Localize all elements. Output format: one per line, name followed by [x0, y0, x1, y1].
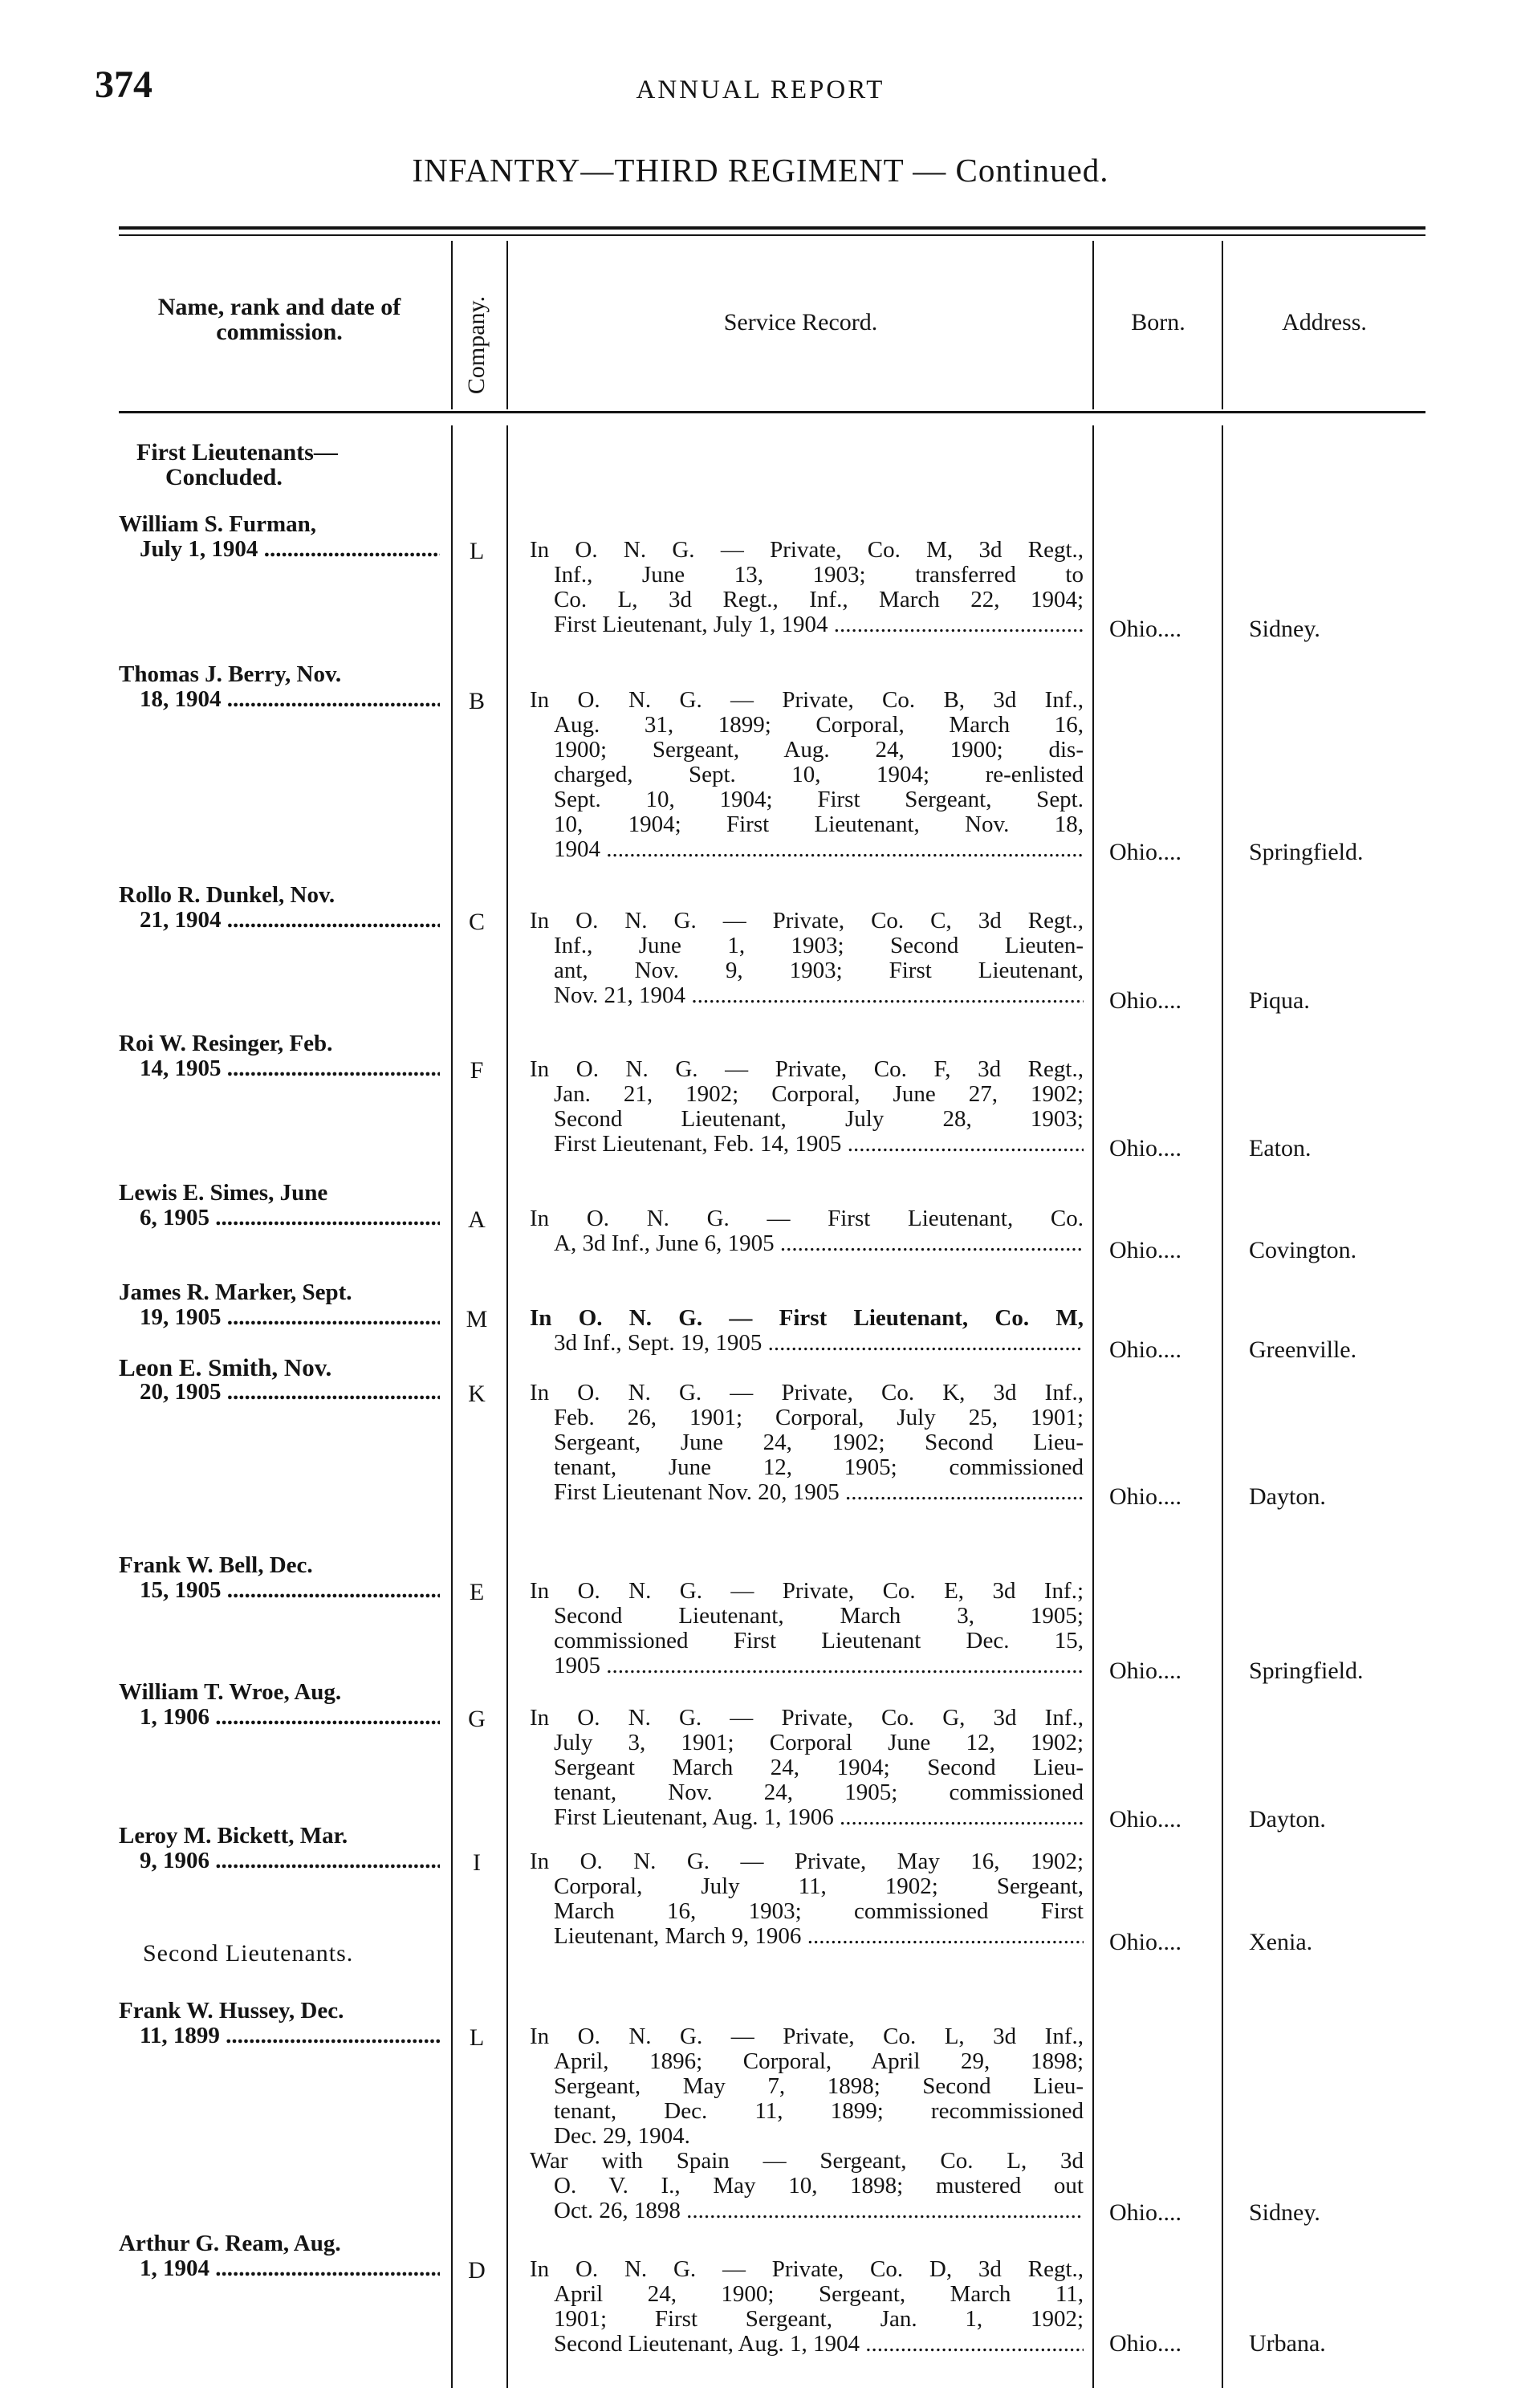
record-line: commissioned First Lieutenant Dec. 15,: [554, 1628, 1084, 1653]
header-bottom-rule: [119, 411, 1425, 413]
record-line: 1900; Sergeant, Aug. 24, 1900; dis-: [554, 737, 1084, 763]
name-line-1: Thomas J. Berry, Nov.: [119, 661, 342, 687]
name-line-1: Frank W. Bell, Dec.: [119, 1552, 313, 1578]
record-line: In O. N. G. — Private, Co. L, 3d Inf.,: [530, 2024, 1084, 2049]
born-place: Ohio....: [1109, 1237, 1181, 1263]
company-letter: G: [468, 1706, 486, 1732]
officer-name: [119, 662, 440, 712]
company-letter: L: [469, 2024, 485, 2051]
record-line: O. V. I., May 10, 1898; mustered out: [554, 2173, 1084, 2199]
address: Springfield.: [1249, 1658, 1364, 1684]
officer-name: [119, 1824, 440, 1873]
name-line-2: 6, 1905 .....: [119, 1206, 440, 1230]
name-line-1: Frank W. Hussey, Dec.: [119, 1998, 344, 2024]
record-line: War with Spain — Sergeant, Co. L, 3d: [530, 2148, 1084, 2174]
officer-name: [119, 1031, 440, 1081]
service-record: [530, 1381, 1084, 1505]
address: Sidney.: [1249, 2199, 1320, 2226]
header-company-label: Company.: [463, 295, 490, 395]
record-line: Sergeant, June 24, 1902; Second Lieu-: [554, 1430, 1084, 1455]
column-line-2-body: [506, 425, 508, 2388]
column-line-2: [506, 241, 508, 409]
born-place: Ohio....: [1109, 1483, 1181, 1510]
record-line: Second Lieutenant, July 28, 1903;: [554, 1106, 1084, 1132]
column-line-4-body: [1222, 425, 1223, 2388]
name-line-2: 15, 1905 .....: [119, 1578, 440, 1603]
name-line-2: 1, 1906 .....: [119, 1705, 440, 1730]
officer-name: [119, 1355, 440, 1405]
record-line: Aug. 31, 1899; Corporal, March 16,: [554, 712, 1084, 738]
address: Springfield.: [1249, 839, 1364, 865]
record-line: A, 3d Inf., June 6, 1905 .....: [530, 1231, 1084, 1256]
name-line-1: Arthur G. Ream, Aug.: [119, 2231, 341, 2256]
record-line: In O. N. G. — First Lieutenant, Co.: [530, 1206, 1084, 1231]
name-line-2: 1, 1904 .....: [119, 2256, 440, 2281]
address: Greenville.: [1249, 1336, 1357, 1363]
address: Sidney.: [1249, 616, 1320, 642]
record-line: Sept. 10, 1904; First Sergeant, Sept.: [554, 787, 1084, 812]
address: Covington.: [1249, 1237, 1357, 1263]
record-line: Second Lieutenant, Aug. 1, 1904 .....: [530, 2332, 1084, 2357]
header-born: Born.: [1131, 309, 1185, 336]
company-letter: B: [468, 688, 485, 714]
name-line-2: 21, 1904 .....: [119, 908, 440, 933]
officer-name: [119, 1280, 440, 1330]
record-line: tenant, Dec. 11, 1899; recommissioned: [554, 2098, 1084, 2124]
company-letter: E: [469, 1579, 485, 1605]
name-line-1: William S. Furman,: [119, 511, 316, 537]
top-rule-thin: [119, 234, 1425, 236]
running-head: ANNUAL REPORT: [636, 75, 885, 104]
record-line: charged, Sept. 10, 1904; re-enlisted: [554, 762, 1084, 787]
name-line-1: Leroy M. Bickett, Mar.: [119, 1823, 348, 1849]
record-line: Inf., June 1, 1903; Second Lieuten-: [554, 933, 1084, 958]
record-line: Oct. 26, 1898 .....: [530, 2199, 1084, 2223]
header-name-line-2: commission.: [216, 319, 343, 345]
column-line-3: [1092, 241, 1094, 409]
service-record: [530, 688, 1084, 862]
address: Urbana.: [1249, 2330, 1326, 2357]
record-line: Nov. 21, 1904 .....: [530, 983, 1084, 1008]
service-record: [530, 1706, 1084, 1830]
section-first-lieutenants-line-2: Concluded.: [165, 464, 283, 490]
record-line: Lieutenant, March 9, 1906 .....: [530, 1924, 1084, 1949]
record-line: tenant, Nov. 24, 1905; commissioned: [554, 1780, 1084, 1805]
officer-name: [119, 1680, 440, 1730]
name-line-2: 9, 1906 .....: [119, 1849, 440, 1873]
record-line: ant, Nov. 9, 1903; First Lieutenant,: [554, 958, 1084, 983]
name-line-2: 19, 1905 .....: [119, 1305, 440, 1330]
record-line: In O. N. G. — First Lieutenant, Co. M,: [530, 1305, 1084, 1331]
section-first-lieutenants: [136, 440, 338, 490]
record-line: In O. N. G. — Private, Co. G, 3d Inf.,: [530, 1705, 1084, 1731]
name-line-2: 11, 1899 .....: [119, 2024, 440, 2048]
service-record: [530, 1849, 1084, 1949]
address: Piqua.: [1249, 987, 1310, 1014]
record-line: In O. N. G. — Private, Co. K, 3d Inf.,: [530, 1380, 1084, 1405]
record-line: Jan. 21, 1902; Corporal, June 27, 1902;: [554, 1081, 1084, 1107]
service-record: [530, 1206, 1084, 1256]
record-line: Feb. 26, 1901; Corporal, July 25, 1901;: [554, 1405, 1084, 1430]
record-line: In O. N. G. — Private, Co. C, 3d Regt.,: [530, 908, 1084, 934]
record-line: In O. N. G. — Private, Co. F, 3d Regt.,: [530, 1056, 1084, 1082]
header-name: [119, 295, 440, 344]
record-line: 1905 .....: [530, 1653, 1084, 1678]
record-line: First Lieutenant, Feb. 14, 1905 .....: [530, 1132, 1084, 1157]
service-record: [530, 2257, 1084, 2357]
record-line: April, 1896; Corporal, April 29, 1898;: [554, 2048, 1084, 2074]
record-line: First Lieutenant Nov. 20, 1905 .....: [530, 1480, 1084, 1505]
born-place: Ohio....: [1109, 616, 1181, 642]
born-place: Ohio....: [1109, 839, 1181, 865]
address: Xenia.: [1249, 1929, 1313, 1955]
born-place: Ohio....: [1109, 1806, 1181, 1832]
header-address: Address.: [1282, 309, 1367, 336]
record-line: March 16, 1903; commissioned First: [554, 1898, 1084, 1924]
officer-name: [119, 512, 440, 562]
name-line-1: Roi W. Resinger, Feb.: [119, 1031, 333, 1056]
officer-name: [119, 1181, 440, 1230]
service-record: [530, 1057, 1084, 1157]
address: Dayton.: [1249, 1483, 1326, 1510]
name-line-2: 20, 1905 .....: [119, 1380, 440, 1405]
service-record: [530, 909, 1084, 1008]
top-rule-thick: [119, 226, 1425, 230]
company-letter: F: [470, 1057, 484, 1084]
record-line: In O. N. G. — Private, Co. B, 3d Inf.,: [530, 687, 1084, 713]
company-letter: D: [468, 2257, 486, 2284]
record-line: Sergeant, May 7, 1898; Second Lieu-: [554, 2073, 1084, 2099]
record-line: 1904 .....: [530, 837, 1084, 862]
address: Eaton.: [1249, 1135, 1312, 1161]
service-record: [530, 1306, 1084, 1356]
born-place: Ohio....: [1109, 987, 1181, 1014]
section-second-lieutenants: Second Lieutenants.: [143, 1940, 354, 1967]
officer-name: [119, 1553, 440, 1603]
company-letter: I: [473, 1849, 481, 1876]
company-letter: A: [468, 1206, 486, 1233]
born-place: Ohio....: [1109, 1929, 1181, 1955]
record-line: Inf., June 13, 1903; transferred to: [554, 562, 1084, 588]
born-place: Ohio....: [1109, 1135, 1181, 1161]
born-place: Ohio....: [1109, 2330, 1181, 2357]
record-line: In O. N. G. — Private, Co. E, 3d Inf.;: [530, 1578, 1084, 1604]
company-letter: L: [469, 538, 485, 564]
name-line-1: James R. Marker, Sept.: [119, 1279, 352, 1305]
header-service-record: Service Record.: [723, 309, 878, 336]
section-first-lieutenants-line-1: First Lieutenants—: [136, 439, 338, 466]
record-line: Co. L, 3d Regt., Inf., March 22, 1904;: [554, 587, 1084, 612]
company-letter: K: [468, 1381, 486, 1407]
record-line: Corporal, July 11, 1902; Sergeant,: [554, 1873, 1084, 1899]
name-line-1: William T. Wroe, Aug.: [119, 1679, 342, 1705]
company-letter: C: [468, 909, 485, 935]
record-line: In O. N. G. — Private, May 16, 1902;: [530, 1849, 1084, 1874]
address: Dayton.: [1249, 1806, 1326, 1832]
record-line: Sergeant March 24, 1904; Second Lieu-: [554, 1755, 1084, 1780]
service-record: [530, 538, 1084, 637]
record-line: First Lieutenant, Aug. 1, 1906 .....: [530, 1805, 1084, 1830]
officer-name: [119, 1999, 440, 2048]
service-record: [530, 1579, 1084, 1678]
name-line-1: Lewis E. Simes, June: [119, 1180, 328, 1206]
company-letter: M: [466, 1306, 488, 1332]
name-line-1: Leon E. Smith, Nov.: [119, 1353, 332, 1381]
record-line: 3d Inf., Sept. 19, 1905 .....: [530, 1331, 1084, 1356]
header-name-line-1: Name, rank and date of: [157, 294, 401, 320]
name-line-2: 18, 1904 .....: [119, 687, 440, 712]
record-line: July 3, 1901; Corporal June 12, 1902;: [554, 1730, 1084, 1755]
record-line: April 24, 1900; Sergeant, March 11,: [554, 2281, 1084, 2307]
officer-name: [119, 2231, 440, 2281]
header-company: [449, 297, 504, 393]
record-line: In O. N. G. — Private, Co. D, 3d Regt.,: [530, 2256, 1084, 2282]
record-line: 1901; First Sergeant, Jan. 1, 1902;: [554, 2306, 1084, 2332]
name-line-2: 14, 1905 .....: [119, 1056, 440, 1081]
record-line: tenant, June 12, 1905; commissioned: [554, 1454, 1084, 1480]
name-line-2: July 1, 1904 .....: [119, 537, 440, 562]
record-line: 10, 1904; First Lieutenant, Nov. 18,: [554, 811, 1084, 837]
page-number: 374: [95, 63, 153, 106]
born-place: Ohio....: [1109, 1658, 1181, 1684]
table-title: INFANTRY—THIRD REGIMENT — Continued.: [412, 152, 1109, 189]
column-line-3-body: [1092, 425, 1094, 2388]
officer-name: [119, 883, 440, 933]
born-place: Ohio....: [1109, 2199, 1181, 2226]
record-line: First Lieutenant, July 1, 1904 .....: [530, 612, 1084, 637]
record-line: In O. N. G. — Private, Co. M, 3d Regt.,: [530, 537, 1084, 563]
record-line: Second Lieutenant, March 3, 1905;: [554, 1603, 1084, 1629]
born-place: Ohio....: [1109, 1336, 1181, 1363]
service-record: [530, 2024, 1084, 2223]
name-line-1: Rollo R. Dunkel, Nov.: [119, 882, 336, 908]
record-line: Dec. 29, 1904.: [554, 2123, 690, 2149]
